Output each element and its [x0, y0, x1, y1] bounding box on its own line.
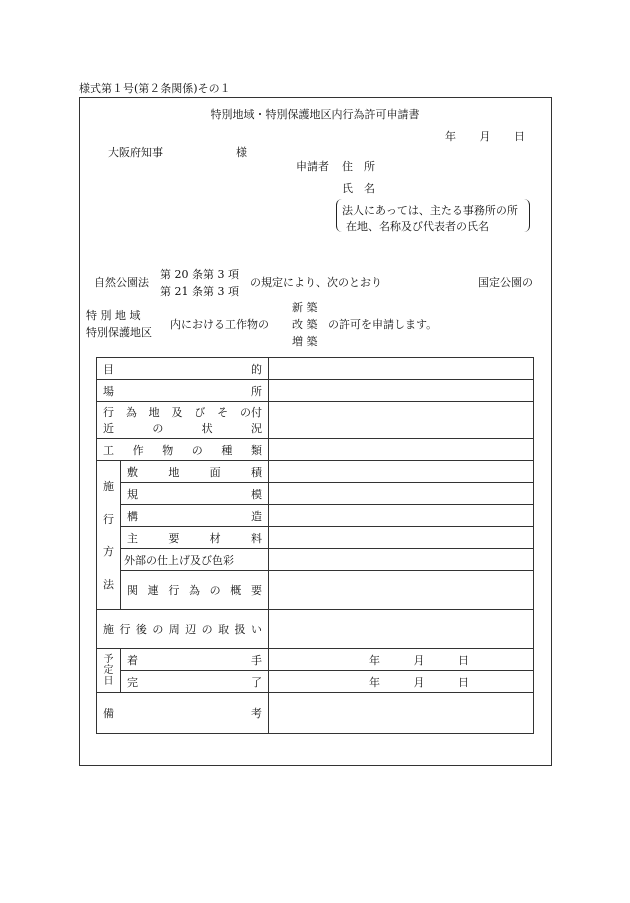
after-treatment-value[interactable]: [269, 610, 534, 649]
remarks-value[interactable]: [269, 693, 534, 734]
corporate-note-line2: 在地、名称及び代表者の氏名: [346, 220, 489, 233]
act-new-build: 新 築: [292, 301, 318, 314]
site-area-char-2: 地: [168, 465, 180, 479]
location-label-2: 所: [251, 384, 262, 398]
park-type: 国定公園の: [478, 276, 533, 289]
exterior-finish-label: 外部の仕上げ及び色彩: [124, 553, 234, 567]
materials-char-3: 材: [209, 531, 221, 545]
row-remarks: [97, 693, 534, 734]
site-area-char-1: 敷: [127, 465, 138, 479]
structure-type-char-2: 作: [132, 443, 144, 457]
complete-date-value[interactable]: [269, 671, 534, 693]
row-main-materials: [97, 527, 534, 549]
structure-type-char-1: 工: [103, 443, 114, 457]
applicant-address-label: 住 所: [342, 160, 375, 173]
schedule-label-char-1: 予: [103, 654, 114, 665]
row-structure-type: [97, 439, 534, 461]
materials-char-4: 料: [250, 531, 262, 545]
purpose-value[interactable]: [269, 358, 534, 380]
purpose-label-1: 目: [103, 362, 114, 376]
site-area-value[interactable]: [269, 461, 534, 483]
row-construction: [97, 505, 534, 527]
surroundings-char-10: 状: [201, 422, 213, 435]
location-value[interactable]: [269, 380, 534, 402]
schedule-label-char-2: 定: [103, 665, 114, 676]
addressee-name: 大阪府知事: [108, 146, 163, 159]
addressee-honorific: 様: [236, 146, 247, 159]
after-char-2: 行: [119, 623, 131, 636]
structure-type-char-3: 物: [162, 443, 174, 457]
method-label-char-4: 法: [103, 577, 114, 591]
works-text: 内における工作物の: [170, 318, 269, 331]
scale-char-2: 模: [251, 487, 262, 501]
related-char-6: 概: [230, 584, 242, 597]
related-char-3: 行: [168, 584, 180, 597]
after-char-8: 取: [218, 623, 230, 636]
related-char-4: 為: [188, 584, 200, 597]
form-number: 様式第１号(第２条関係)その１: [79, 82, 231, 95]
area-special-protection: 特別保護地区: [86, 326, 152, 339]
complete-char-2: 了: [251, 675, 262, 689]
start-char-1: 着: [127, 653, 138, 667]
structure-type-value[interactable]: [269, 439, 534, 461]
row-site-area: [97, 461, 534, 483]
row-purpose: [97, 358, 534, 380]
schedule-label-char-3: 日: [103, 676, 114, 687]
surroundings-char-9: の: [152, 422, 164, 435]
related-char-1: 関: [127, 584, 138, 597]
materials-char-1: 主: [127, 531, 138, 545]
date-line: [445, 128, 525, 144]
related-char-2: 連: [147, 584, 159, 597]
complete-month-label: 月: [413, 675, 425, 689]
exterior-finish-value[interactable]: [269, 549, 534, 571]
materials-char-2: 要: [168, 531, 180, 545]
article-1: 第 20 条第 3 項: [160, 268, 239, 281]
corporate-note-line1: 法人にあっては、主たる事務所の所: [342, 204, 518, 217]
after-char-3: 後: [135, 623, 147, 636]
surroundings-char-1: 行: [103, 406, 114, 419]
construction-value[interactable]: [269, 505, 534, 527]
act-extension: 増 築: [292, 335, 318, 348]
remarks-char-1: 備: [103, 707, 114, 720]
site-area-char-4: 積: [250, 465, 262, 479]
structure-type-char-6: 類: [250, 443, 262, 457]
row-related-acts: [97, 571, 534, 610]
structure-type-char-4: の: [191, 443, 203, 457]
complete-year-label: 年: [369, 675, 380, 689]
scale-char-1: 規: [127, 487, 138, 501]
scale-value[interactable]: [269, 483, 534, 505]
start-month-label: 月: [413, 653, 425, 667]
request-text: の許可を申請します。: [328, 318, 438, 331]
after-char-9: 扱: [234, 623, 246, 636]
form-title: 特別地域・特別保護地区内行為許可申請書: [210, 108, 420, 121]
surroundings-char-8: 近: [103, 422, 114, 435]
complete-char-1: 完: [127, 675, 138, 689]
row-schedule-start: [97, 649, 534, 671]
surroundings-char-4: 及: [171, 406, 183, 419]
surroundings-char-2: 為: [125, 406, 137, 419]
purpose-label-2: 的: [251, 362, 262, 376]
law-name: 自然公園法: [94, 276, 149, 289]
surroundings-char-6: そ: [217, 406, 229, 419]
related-char-7: 要: [250, 584, 262, 597]
site-area-char-3: 面: [209, 465, 221, 479]
location-label-1: 場: [103, 384, 114, 398]
materials-value[interactable]: [269, 527, 534, 549]
row-scale: [97, 483, 534, 505]
after-char-10: い: [250, 623, 262, 636]
applicant-label: 申請者: [296, 160, 329, 173]
after-char-7: の: [201, 623, 213, 636]
start-char-2: 手: [251, 653, 262, 667]
remarks-char-2: 考: [251, 707, 262, 720]
structure-type-char-5: 種: [221, 443, 233, 457]
related-acts-value[interactable]: [269, 571, 534, 610]
area-special: 特 別 地 域: [86, 309, 141, 322]
surroundings-char-7: の付: [239, 406, 262, 419]
start-date-value[interactable]: [269, 649, 534, 671]
surroundings-char-3: 地: [148, 406, 160, 419]
after-char-5: 周: [168, 623, 180, 636]
date-month-label: 月: [479, 130, 491, 143]
date-day-label: 日: [514, 130, 525, 143]
provision-text: の規定により、次のとおり: [250, 276, 382, 289]
act-rebuild: 改 築: [292, 318, 318, 331]
after-char-6: 辺: [185, 623, 197, 636]
article-2: 第 21 条第 3 項: [160, 285, 239, 298]
complete-day-label: 日: [458, 675, 469, 689]
row-surroundings: [97, 402, 534, 439]
surroundings-char-11: 況: [250, 422, 262, 435]
construction-char-1: 構: [127, 509, 138, 523]
after-char-1: 施: [103, 623, 114, 636]
method-label-char-3: 方: [103, 545, 114, 559]
after-char-4: の: [152, 623, 164, 636]
method-label-char-1: 施: [103, 480, 114, 494]
application-table: [96, 357, 534, 734]
start-year-label: 年: [369, 653, 380, 667]
row-schedule-complete: [97, 671, 534, 693]
surroundings-value[interactable]: [269, 402, 534, 439]
surroundings-char-5: び: [194, 406, 206, 419]
row-exterior-finish: [97, 549, 534, 571]
method-label-char-2: 行: [103, 512, 114, 526]
start-day-label: 日: [458, 653, 469, 667]
applicant-name-label: 氏 名: [342, 182, 375, 195]
date-year-label: 年: [445, 130, 456, 143]
construction-char-2: 造: [251, 509, 262, 523]
related-char-5: の: [209, 584, 221, 597]
row-after-treatment: [97, 610, 534, 649]
row-location: [97, 380, 534, 402]
